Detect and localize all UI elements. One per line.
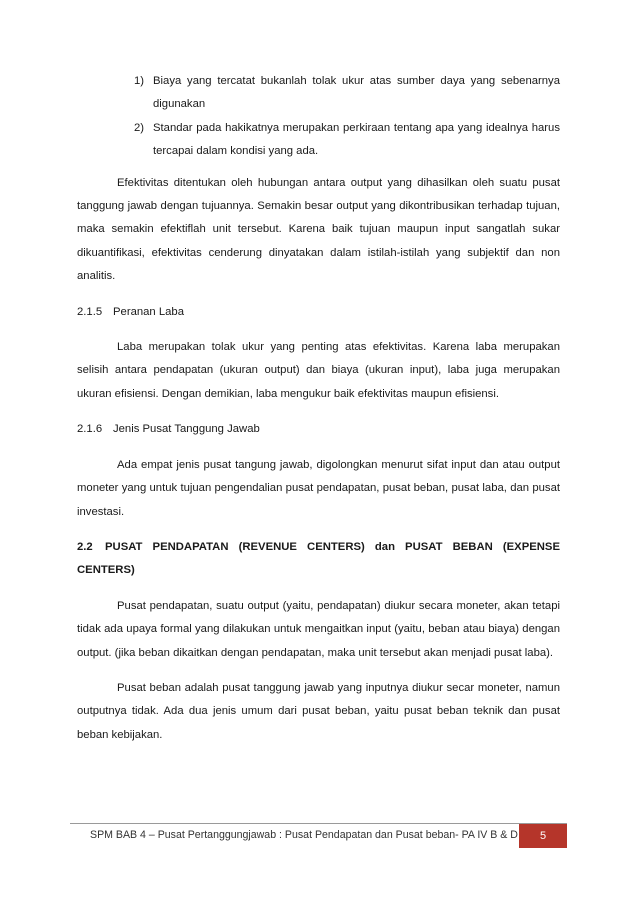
page-footer <box>70 823 567 848</box>
section-title: Jenis Pusat Tanggung Jawab <box>113 423 260 436</box>
section-number: 2.2 <box>77 540 93 553</box>
numbered-list <box>77 70 560 164</box>
section-heading-2-1-5 <box>77 301 560 324</box>
list-item-number: 1) <box>134 75 145 87</box>
paragraph-laba: Laba merupakan tolak ukur yang penting atas efektivitas. Karena laba merupakan selisih antara pendapatan (ukuran output) dan biaya (ukuran input), laba juga merupakan ukuran efisiensi. Dengan demikian, laba mengukur baik efektivitas maupun efisiensi. <box>77 341 560 400</box>
section-number: 2.1.5 <box>77 305 103 318</box>
paragraph-pusat-beban: Pusat beban adalah pusat tanggung jawab yang inputnya diukur secar moneter, namun outputnya tidak. Ada dua jenis umum dari pusat beban, yaitu pusat beban teknik dan pusat beban kebijakan. <box>77 681 560 741</box>
page-number-badge: 5 <box>519 824 567 848</box>
list-item <box>77 70 560 117</box>
section-title: Peranan Laba <box>113 305 184 318</box>
paragraph-jenis: Ada empat jenis pusat tangung jawab, digolongkan menurut sifat input dan atau output moneter yang untuk tujuan pengendalian pusat pendapatan, pusat beban, pusat laba, dan pusat investasi. <box>77 458 560 518</box>
list-item-text: Standar pada hakikatnya merupakan perkiraan tentang apa yang idealnya harus tercapai dalam kondisi yang ada. <box>153 121 560 158</box>
section-heading-2-1-6 <box>77 418 560 441</box>
paragraph-pusat-pendapatan: Pusat pendapatan, suatu output (yaitu, pendapatan) diukur secara moneter, akan tetapi tidak ada upaya formal yang dilakukan untuk mengaitkan input (yaitu, beban atau biaya) dengan output. (jika beban dikaitkan dengan pendapatan, maka unit tersebut akan menjadi pusat laba). <box>77 599 560 659</box>
list-item <box>77 117 560 164</box>
page-content <box>77 70 560 747</box>
section-number: 2.1.6 <box>77 423 103 436</box>
paragraph-efektivitas: Efektivitas ditentukan oleh hubungan antara output yang dihasilkan oleh suatu pusat tanggung jawab dengan tujuannya. Semakin besar output yang dikontribusikan terhadap tujuan, maka semakin efektiflah unit tersebut. Karena baik tujuan maupun input sangatlah sukar dikuantifikasi, efektivitas cenderung dinyatakan dalam istilah-istilah yang subjektif dan non analitis. <box>77 176 560 283</box>
section-heading-2-2 <box>77 536 560 583</box>
list-item-text: Biaya yang tercatat bukanlah tolak ukur atas sumber daya yang sebenarnya digunakan <box>153 75 560 111</box>
section-title: PUSAT PENDAPATAN (REVENUE CENTERS) dan PUSAT BEBAN (EXPENSE CENTERS) <box>77 540 560 577</box>
footer-text: SPM BAB 4 – Pusat Pertanggungjawab : Pusat Pendapatan dan Pusat beban- PA IV B & D <box>90 829 518 841</box>
list-item-number: 2) <box>134 121 145 134</box>
